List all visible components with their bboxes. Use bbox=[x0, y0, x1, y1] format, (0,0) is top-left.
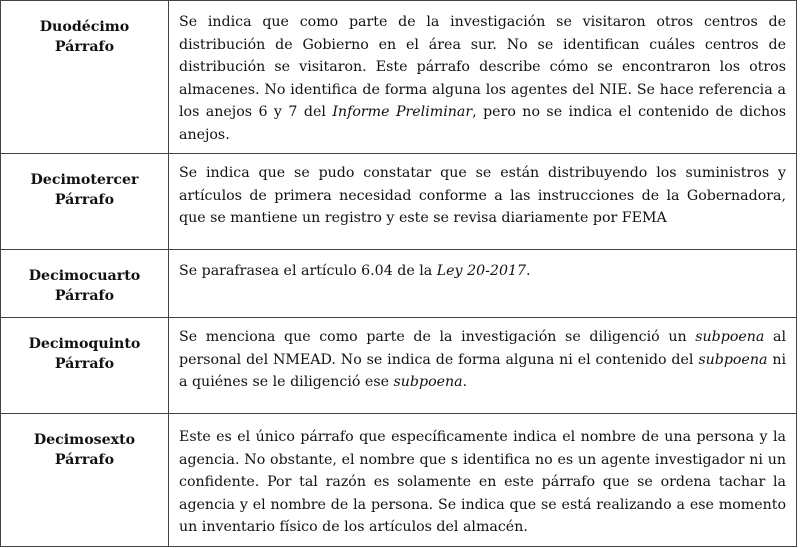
description-text: ni a quiénes se le diligenció ese bbox=[179, 351, 786, 390]
row-description-cell bbox=[169, 1, 797, 154]
table-row bbox=[1, 1, 797, 154]
description-text: Se indica que como parte de la investigación se visitaron otros centros de distribución de Gobierno en el área sur. No se identifican cuáles centros de distribución se visitaron. Este párrafo describe cómo se encontraron los otros almacenes. No identifica de forma alguna los agentes del NIE. Se hace referencia a los anejos 6 y 7 del bbox=[179, 14, 786, 120]
row-label-line2: Párrafo bbox=[54, 452, 115, 468]
table-row bbox=[1, 154, 797, 250]
row-label-cell bbox=[1, 1, 169, 154]
row-label-cell bbox=[1, 414, 169, 547]
description-italic-term: subpoena bbox=[698, 351, 768, 368]
row-description-cell bbox=[169, 250, 797, 318]
description-italic-term: subpoena bbox=[695, 329, 765, 345]
description-italic-law: Ley 20-2017 bbox=[436, 263, 527, 279]
description-text: . bbox=[462, 374, 468, 390]
description-italic-title: Informe Preliminar bbox=[332, 104, 473, 120]
row-description-cell bbox=[169, 318, 797, 414]
description-text: Se indica que se pudo constatar que se están distribuyendo los suministros y artículos de primera necesidad conforme a las instrucciones de la Gobernadora, que se mantiene un registro y este se revisa diariamente por FEMA bbox=[179, 165, 786, 226]
row-label-line1: Duodécimo bbox=[39, 19, 130, 35]
description-italic-term: subpoena bbox=[393, 374, 463, 390]
description-text: , pero no se indica el contenido de dichos anejos. bbox=[179, 104, 786, 143]
row-label-line2: Párrafo bbox=[54, 39, 115, 55]
description-text: Este es el único párrafo que específicamente indica el nombre de una persona y la agencia. No obstante, el nombre que s identifica no es un agente investigador ni un confidente. Por tal razón es solamente en este párrafo que se ordena tachar la agencia y el nombre de la persona. Se indica que se está realizando a ese momento un inventario físico de los artículos del almacén. bbox=[179, 429, 786, 535]
table-row bbox=[1, 318, 797, 414]
row-label-line1: Decimoquinto bbox=[28, 336, 141, 352]
row-label-line2: Párrafo bbox=[54, 288, 115, 304]
description-text: al personal del NMEAD. No se indica de forma alguna ni el contenido del bbox=[179, 329, 787, 368]
description-text: . bbox=[526, 263, 531, 279]
table-row bbox=[1, 414, 797, 547]
row-label-line1: Decimocuarto bbox=[28, 268, 141, 284]
row-description bbox=[169, 154, 796, 230]
row-description-cell bbox=[169, 414, 797, 547]
row-label-cell bbox=[1, 250, 169, 318]
description-text: Se parafrasea el artículo 6.04 de la bbox=[179, 263, 437, 279]
row-description-cell bbox=[169, 154, 797, 250]
row-label-line2: Párrafo bbox=[54, 356, 115, 372]
row-label-cell bbox=[1, 318, 169, 414]
table-row bbox=[1, 250, 797, 318]
row-description bbox=[169, 414, 796, 539]
row-label-line1: Decimotercer bbox=[30, 172, 139, 188]
row-description bbox=[169, 318, 796, 394]
row-description bbox=[169, 1, 796, 146]
row-description bbox=[169, 250, 796, 283]
row-label-cell bbox=[1, 154, 169, 250]
row-label-line2: Párrafo bbox=[54, 192, 115, 208]
description-text: Se menciona que como parte de la investigación se diligenció un bbox=[179, 329, 696, 345]
row-label-line1: Decimosexto bbox=[33, 432, 136, 448]
